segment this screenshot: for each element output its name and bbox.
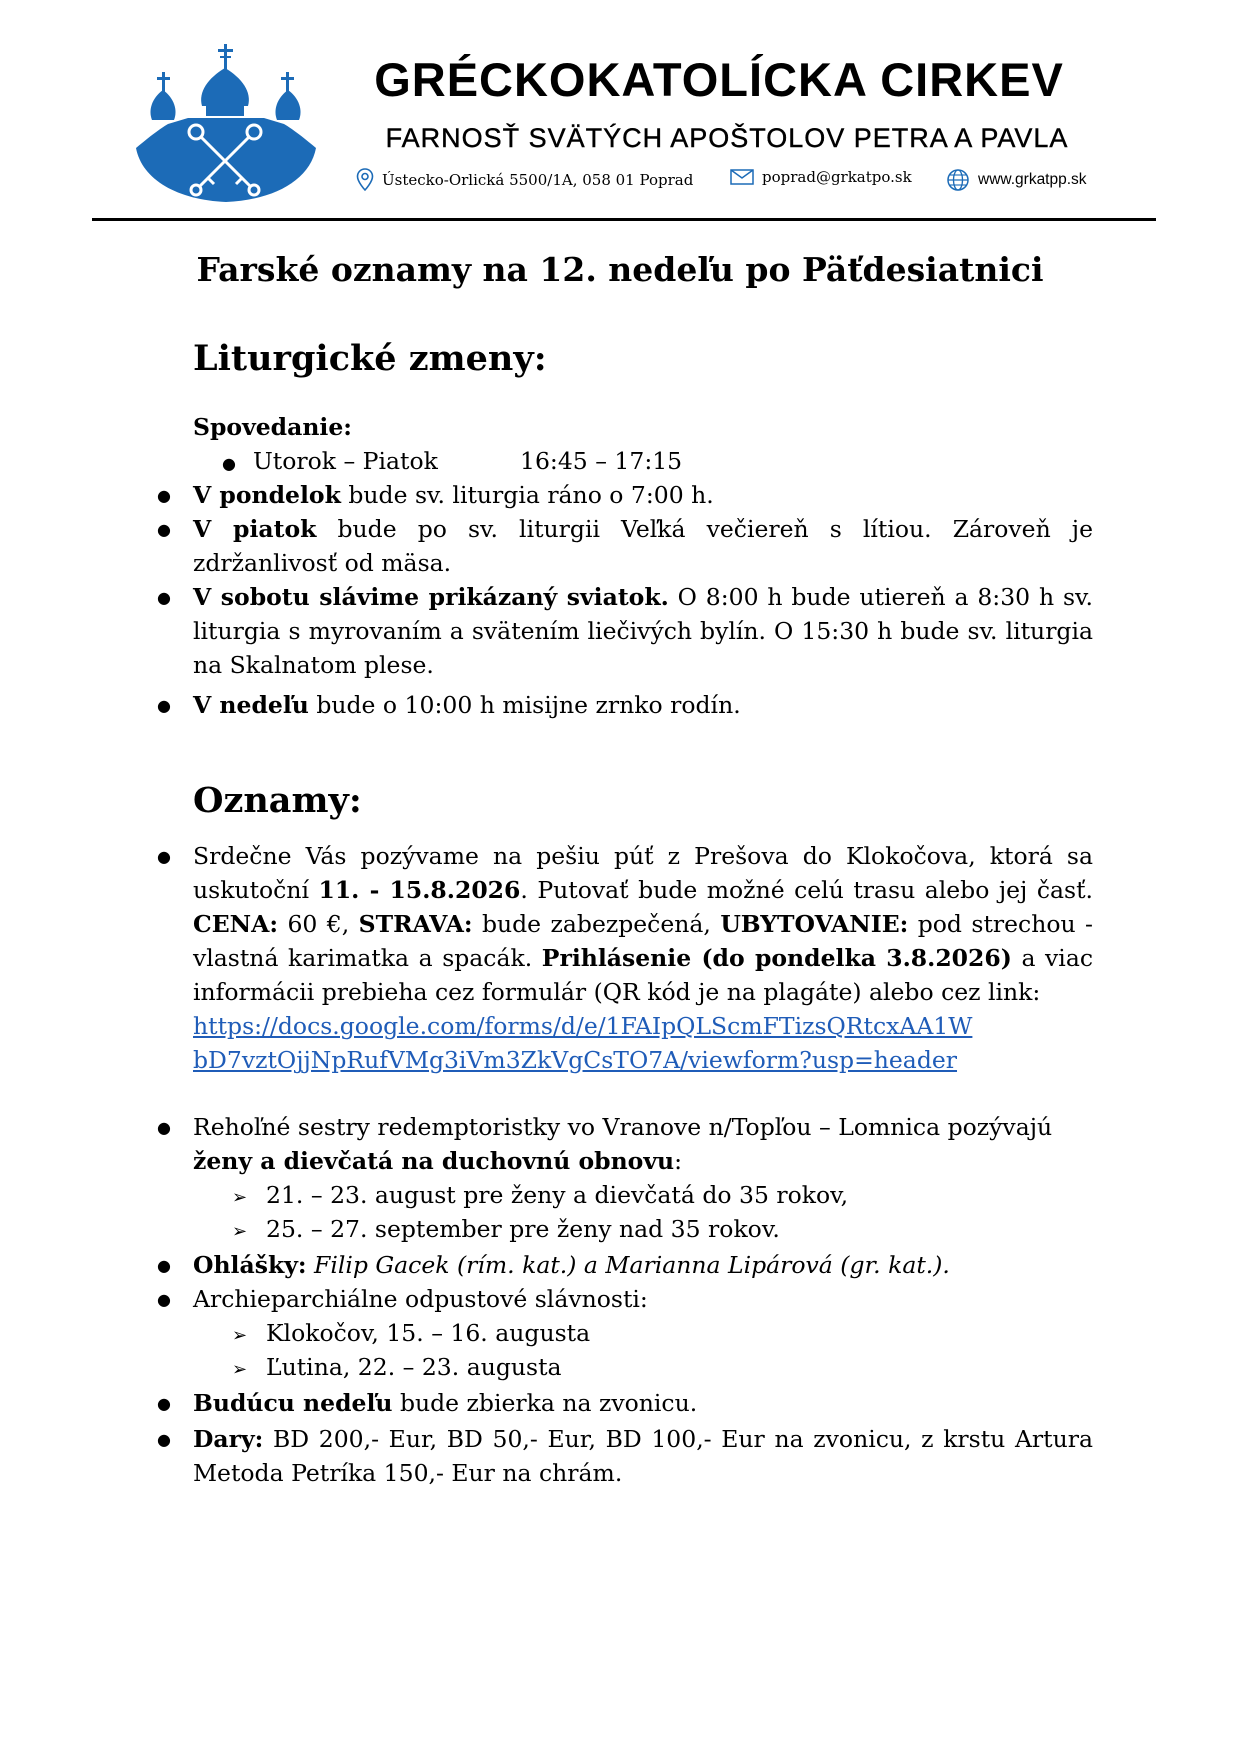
header-divider (92, 218, 1156, 221)
form-link-line-2[interactable]: bD7vztOjjNpRufVMg3iVm3ZkVgCsTO7A/viewform?usp=header (193, 1046, 958, 1074)
confession-item (222, 444, 683, 481)
lodging-label: UBYTOVANIE: (720, 910, 909, 938)
arrow-bullet-icon: ➢ (232, 1325, 248, 1346)
sunday-text: bude o 10:00 h misijne zrnko rodín. (308, 691, 741, 719)
collection-text: bude zbierka na zvonicu. (392, 1389, 698, 1417)
list-item-pilgrimage (157, 839, 1094, 1077)
bullet-icon: ● (157, 847, 171, 866)
food-text: bude zabezpečená, (472, 910, 721, 938)
feasts-text: Archieparchiálne odpustové slávnosti: (193, 1285, 648, 1313)
header-title: GRÉCKOKATOLÍCKA CIRKEV (374, 53, 1064, 106)
retreat-bold: ženy a dievčatá na duchovnú obnovu (193, 1147, 675, 1175)
retreat-date-2: 25. – 27. september pre ženy nad 35 rokov. (266, 1215, 780, 1243)
pilgrimage-dates: 11. - 15.8.2026 (318, 876, 521, 904)
page-title: Farské oznamy na 12. nedeľu po Päťdesiatnici (196, 250, 1044, 289)
list-item-monday (157, 478, 1093, 512)
feast-subitem-2 (232, 1350, 562, 1387)
banns-label: Ohlášky: (193, 1251, 307, 1279)
pilgrimage-text-2: . Putovať bude možné celú trasu alebo jej časť. (520, 876, 1093, 904)
retreat-subitem-1 (232, 1178, 848, 1215)
price-text: 60 €, (278, 910, 359, 938)
confession-time: 16:45 – 17:15 (520, 447, 683, 475)
feast-1: Klokočov, 15. – 16. augusta (266, 1319, 591, 1347)
confession-label (193, 410, 1093, 444)
friday-text: bude po sv. liturgii Veľká večiereň s lítiou. Zároveň je zdržanlivosť od mäsa. (193, 515, 1093, 577)
list-item-saturday (157, 580, 1093, 682)
registration-label: Prihlásenie (do pondelka 3.8.2026) (541, 944, 1012, 972)
monday-bold: V pondelok (193, 481, 341, 509)
saturday-bold: V sobotu slávime prikázaný sviatok. (193, 583, 669, 611)
bullet-icon: ● (157, 1430, 171, 1449)
sunday-bold: V nedeľu (193, 691, 309, 719)
church-logo (128, 38, 324, 208)
bullet-icon: ● (157, 696, 171, 715)
location-pin-icon (356, 168, 374, 192)
form-link-line-1[interactable]: https://docs.google.com/forms/d/e/1FAIpQLScmFTizsQRtcxAA1W (193, 1012, 973, 1040)
retreat-date-1: 21. – 23. august pre ženy a dievčatá do 35 rokov, (266, 1181, 849, 1209)
gifts-text: BD 200,- Eur, BD 50,- Eur, BD 100,- Eur na zvonicu, z krstu Artura Metoda Petríka 150,- Eur na chrám. (193, 1425, 1093, 1487)
confession-label-text: Spovedanie: (193, 413, 352, 441)
food-label: STRAVA: (358, 910, 473, 938)
list-item-gifts (157, 1422, 1093, 1490)
bullet-icon: ● (222, 454, 236, 473)
address-text: Ústecko-Orlická 5500/1A, 058 01 Poprad (382, 171, 694, 189)
retreat-colon: : (674, 1147, 683, 1175)
globe-icon (946, 168, 970, 192)
collection-label: Budúcu nedeľu (193, 1389, 393, 1417)
section-heading-notices: Oznamy: (193, 780, 362, 821)
bullet-icon: ● (157, 1118, 171, 1137)
list-item-retreat (157, 1110, 1093, 1178)
list-item-banns (157, 1248, 1093, 1282)
arrow-bullet-icon: ➢ (232, 1187, 248, 1208)
feast-subitem-1 (232, 1316, 590, 1353)
registration-text: a viac informácii prebieha cez formulár (QR kód je na plagáte) alebo cez link: (193, 944, 1093, 1006)
form-link[interactable] (193, 1012, 972, 1074)
list-item-sunday (157, 688, 1093, 722)
monday-text: bude sv. liturgia ráno o 7:00 h. (340, 481, 714, 509)
price-label: CENA: (193, 910, 279, 938)
web-text[interactable]: www.grkatpp.sk (978, 171, 1087, 188)
arrow-bullet-icon: ➢ (232, 1221, 248, 1242)
header-subtitle: FARNOSŤ SVÄTÝCH APOŠTOLOV PETRA A PAVLA (385, 123, 1069, 153)
bullet-icon: ● (157, 486, 171, 505)
bullet-icon: ● (157, 1256, 171, 1275)
contact-web[interactable] (946, 168, 1087, 192)
mail-icon (730, 169, 754, 185)
feast-2: Ľutina, 22. – 23. augusta (266, 1353, 562, 1381)
saturday-text: O 8:00 h bude utiereň a 8:30 h sv. liturgia s myrovaním a svätením liečivých bylín. O 15:30 h bude sv. liturgia na Skalnatom plese. (193, 583, 1093, 679)
retreat-text: Rehoľné sestry redemptoristky vo Vranove n/Topľou – Lomnica pozývajú (193, 1113, 1053, 1141)
contact-email[interactable] (730, 168, 912, 186)
contact-address (356, 168, 693, 192)
email-text[interactable]: poprad@grkatpo.sk (762, 168, 912, 186)
friday-bold: V piatok (193, 515, 317, 543)
confession-days: Utorok – Piatok (252, 447, 438, 475)
banns-text: Filip Gacek (rím. kat.) a Marianna Lipárová (gr. kat.). (306, 1251, 950, 1279)
pilgrimage-text-1: Srdečne Vás pozývame na pešiu púť z Prešova do Klokočova, ktorá sa uskutoční (193, 842, 1093, 904)
section-heading-liturgy: Liturgické zmeny: (193, 338, 547, 379)
lodging-text: pod strechou - vlastná karimatka a spacák. (193, 910, 1094, 972)
bullet-icon: ● (157, 1290, 171, 1309)
retreat-subitem-2 (232, 1212, 780, 1249)
list-item-collection (157, 1386, 1093, 1420)
arrow-bullet-icon: ➢ (232, 1359, 248, 1380)
bullet-icon: ● (157, 588, 171, 607)
gifts-label: Dary: (193, 1425, 264, 1453)
bullet-icon: ● (157, 1394, 171, 1413)
list-item-feasts (157, 1282, 1093, 1316)
bullet-icon: ● (157, 520, 171, 539)
list-item-friday (157, 512, 1093, 580)
